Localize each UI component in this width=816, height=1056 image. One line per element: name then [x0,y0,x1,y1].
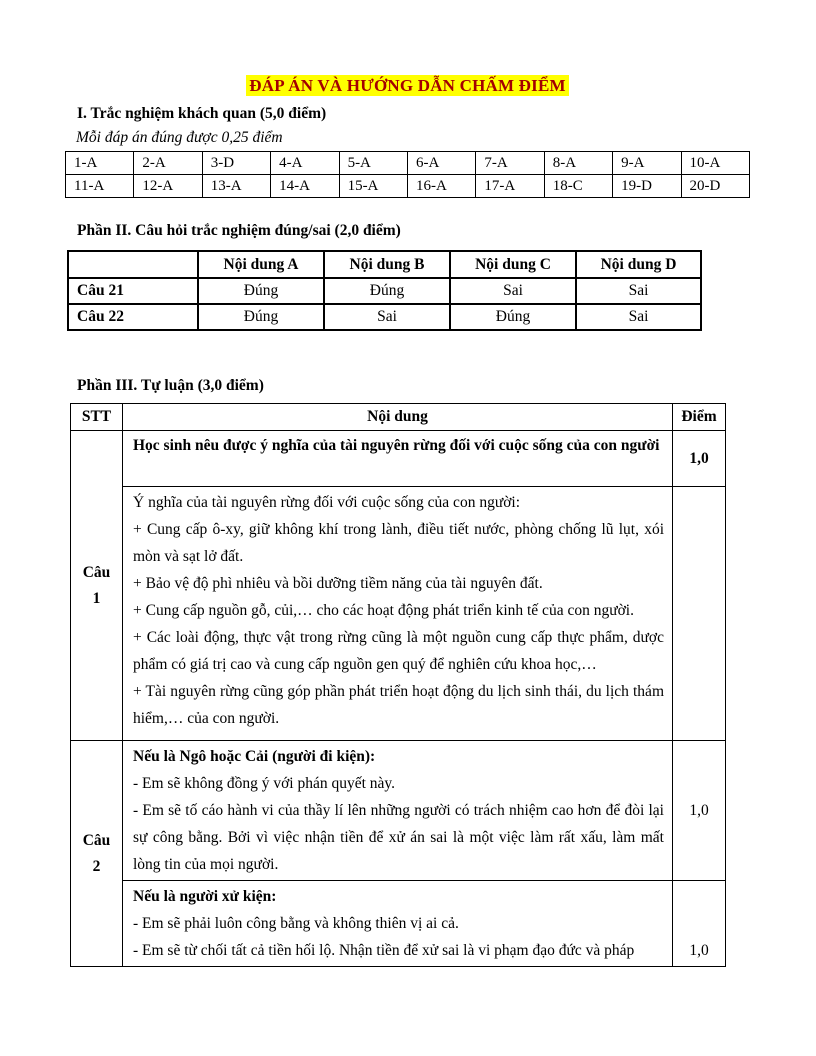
essay-table [70,403,726,967]
page-title: ĐÁP ÁN VÀ HƯỚNG DẪN CHẤM ĐIỂM [246,75,569,96]
answer-line: + Cung cấp ô-xy, giữ không khí trong lành, điều tiết nước, phòng chống lũ lụt, xói mòn và sạt lở đất. [133,521,664,565]
answer-line: + Bảo vệ độ phì nhiêu và bồi dưỡng tiềm năng của tài nguyên đất. [133,575,543,592]
table-row [68,278,701,304]
answer-cell: 11-A [66,175,134,198]
table-row [66,152,750,175]
score-cell: 1,0 [673,741,726,881]
document-content [65,0,750,967]
table-header-row [71,404,726,431]
row-label: Câu 22 [68,304,198,330]
tf-value: Sai [576,304,701,330]
section2-heading: Phần II. Câu hỏi trắc nghiệm đúng/sai (2,0 điểm) [77,222,401,239]
table-row [71,487,726,741]
answer-line: + Các loài động, thực vật trong rừng cũng là một nguồn cung cấp thực phẩm, dược phẩm có giá trị cao và cung cấp nguồn gen quý để nghiên cứu khoa học,… [133,629,664,673]
answer-cell: 5-A [339,152,407,175]
answer-cell: 18-C [544,175,612,198]
answer-line: - Em sẽ tố cáo hành vi của thầy lí lên những người có trách nhiệm cao hơn để đòi lại sự công bằng. Bởi vì việc nhận tiền để xử án sai là một việc làm rất xấu, làm mất lòng tin của mọi người. [133,802,664,873]
score-cell-empty [673,487,726,741]
table-row [71,881,726,967]
answer-line: - Em sẽ từ chối tất cả tiền hối lộ. Nhận tiền để xử sai là vi phạm đạo đức và pháp [133,942,635,959]
title-block [65,0,750,98]
answer-subheading: Nếu là người xử kiện: [133,888,277,905]
question-label-line: 1 [92,589,101,607]
answer-cell: 7-A [476,152,544,175]
answer-cell: 14-A [271,175,339,198]
table-row [71,431,726,487]
answer-cell: 10-A [681,152,749,175]
answer-line: - Em sẽ không đồng ý với phán quyết này. [133,775,396,792]
table-row [66,175,750,198]
section1-note: Mỗi đáp án đúng được 0,25 điểm [76,129,283,146]
tf-value: Đúng [198,304,324,330]
answer-cell: 16-A [407,175,475,198]
answer-key-table [65,151,750,198]
section3-heading: Phần III. Tự luận (3,0 điểm) [77,377,264,394]
answer-subheading: Nếu là Ngô hoặc Cải (người đi kiện): [133,748,376,765]
answer-cell: 20-D [681,175,749,198]
tf-value: Sai [324,304,450,330]
table-row [71,741,726,881]
column-header: Nội dung A [198,251,324,278]
answer-cell: 15-A [339,175,407,198]
answer-cell: 3-D [202,152,270,175]
answer-cell: 9-A [613,152,681,175]
answer-cell: 17-A [476,175,544,198]
score-cell: 1,0 [673,431,726,487]
tf-value: Đúng [198,278,324,304]
answer-cell: 1-A [66,152,134,175]
tf-value: Sai [576,278,701,304]
column-header: Nội dung D [576,251,701,278]
answer-cell: 19-D [613,175,681,198]
column-header: Nội dung B [324,251,450,278]
table-row [68,304,701,330]
column-header-content: Nội dung [123,404,673,431]
question-label-cau1 [71,431,123,741]
row-label: Câu 21 [68,278,198,304]
column-header: Nội dung C [450,251,576,278]
answer-line: + Cung cấp nguồn gỗ, củi,… cho các hoạt động phát triển kinh tế của con người. [133,602,634,619]
table-header-row [68,251,701,278]
answer-line: - Em sẽ phải luôn công bằng và không thiên vị ai cả. [133,915,459,932]
question-label-line: Câu [82,563,111,581]
answer-cell: 12-A [134,175,202,198]
answer-cell: 2-A [134,152,202,175]
section1-heading: I. Trắc nghiệm khách quan (5,0 điểm) [77,105,327,122]
cau2-answer-part1 [123,741,673,881]
column-header-empty [68,251,198,278]
answer-cell: 6-A [407,152,475,175]
answer-line: + Tài nguyên rừng cũng góp phần phát triển hoạt động du lịch sinh thái, du lịch thám hiểm,… của con người. [133,683,664,727]
cau1-requirement: Học sinh nêu được ý nghĩa của tài nguyên rừng đối với cuộc sống của con người [123,431,673,487]
question-label-line: Câu [82,831,111,849]
column-header-stt: STT [71,404,123,431]
answer-cell: 4-A [271,152,339,175]
tf-value: Sai [450,278,576,304]
answer-line: Ý nghĩa của tài nguyên rừng đối với cuộc sống của con người: [133,494,521,511]
true-false-table [67,250,702,331]
tf-value: Đúng [324,278,450,304]
score-cell: 1,0 [673,881,726,967]
cau2-answer-part2 [123,881,673,967]
cau1-answer-body [123,487,673,741]
question-label-line: 2 [92,857,101,875]
tf-value: Đúng [450,304,576,330]
answer-cell: 13-A [202,175,270,198]
question-label-cau2 [71,741,123,967]
column-header-score: Điểm [673,404,726,431]
answer-cell: 8-A [544,152,612,175]
